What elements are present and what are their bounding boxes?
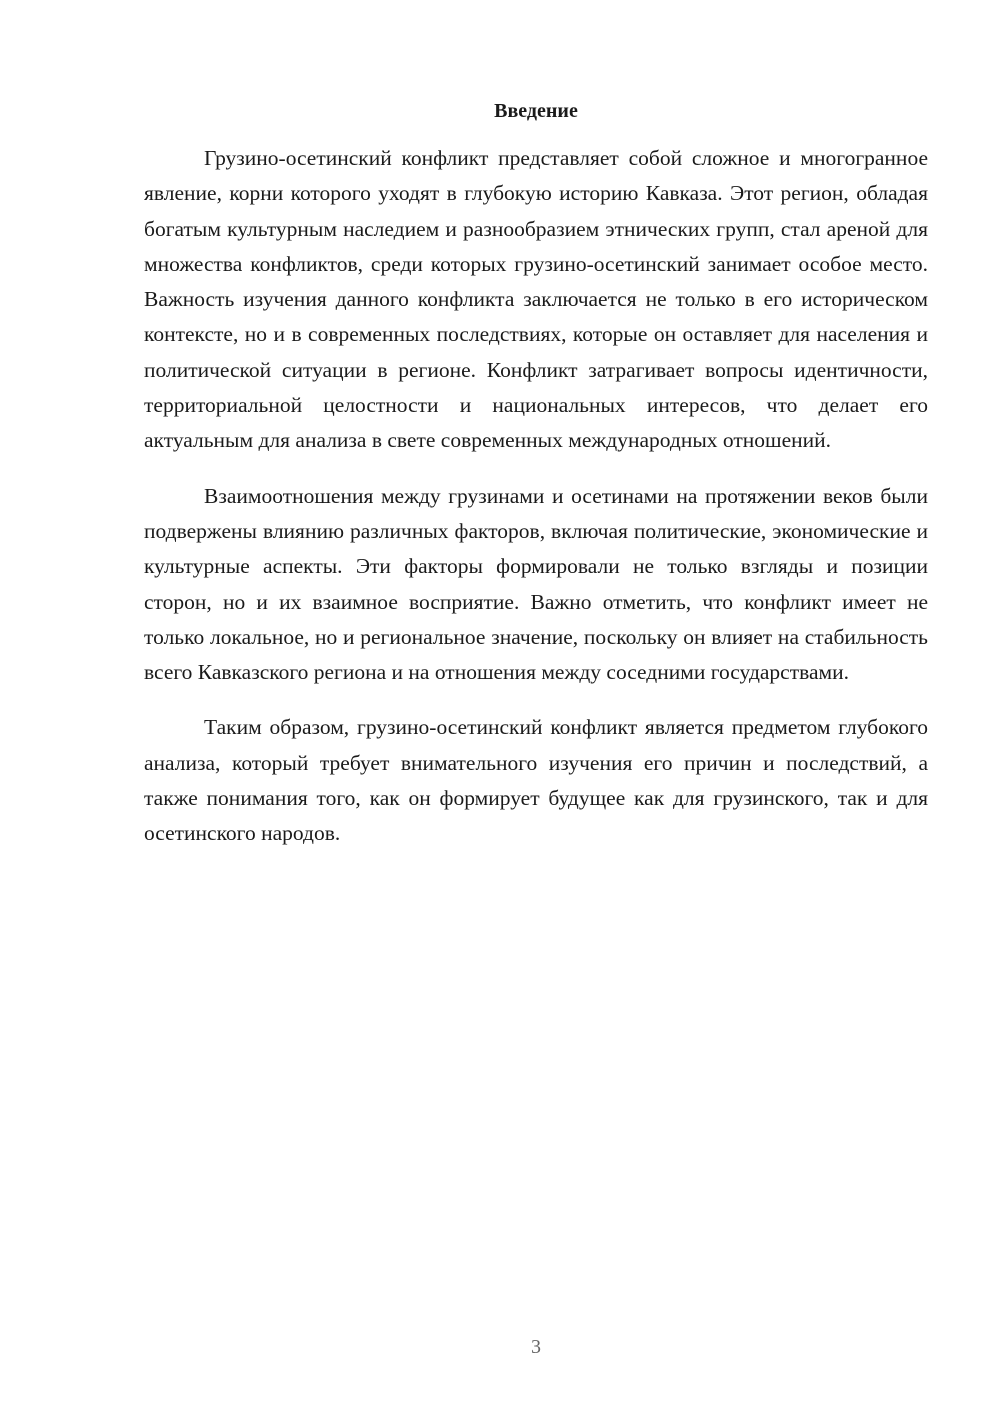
paragraph-1: Грузино-осетинский конфликт представляет собой сложное и многогранное явление, корни которого уходят в глубокую историю Кавказа. Этот регион, обладая богатым культурным наследием и разнообразием этнических групп, стал ареной для множества конфликтов, среди которых грузино-осетинский занимает особое место. Важность изучения данного конфликта заключается не только в его историческом контексте, но и в современных последствиях, которые он оставляет для населения и политической ситуации в регионе. Конфликт затрагивает вопросы идентичности, территориальной целостности и национальных интересов, что делает его актуальным для анализа в свете современных международных отношений.: [144, 146, 928, 453]
body-text: [144, 141, 928, 872]
paragraph-2: Взаимоотношения между грузинами и осетинами на протяжении веков были подвержены влиянию различных факторов, включая политические, экономические и культурные аспекты. Эти факторы формировали не только взгляды и позиции сторон, но и их взаимное восприятие. Важно отметить, что конфликт имеет не только локальное, но и региональное значение, поскольку он влияет на стабильность всего Кавказского региона и на отношения между соседними государствами.: [144, 483, 928, 685]
section-title: Введение: [494, 100, 578, 122]
page-number: 3: [531, 1336, 541, 1358]
paragraph-3: Таким образом, грузино-осетинский конфликт является предметом глубокого анализа, который требует внимательного изучения его причин и последствий, а также понимания того, как он формирует будущее как для грузинского, так и для осетинского народов.: [144, 715, 928, 846]
